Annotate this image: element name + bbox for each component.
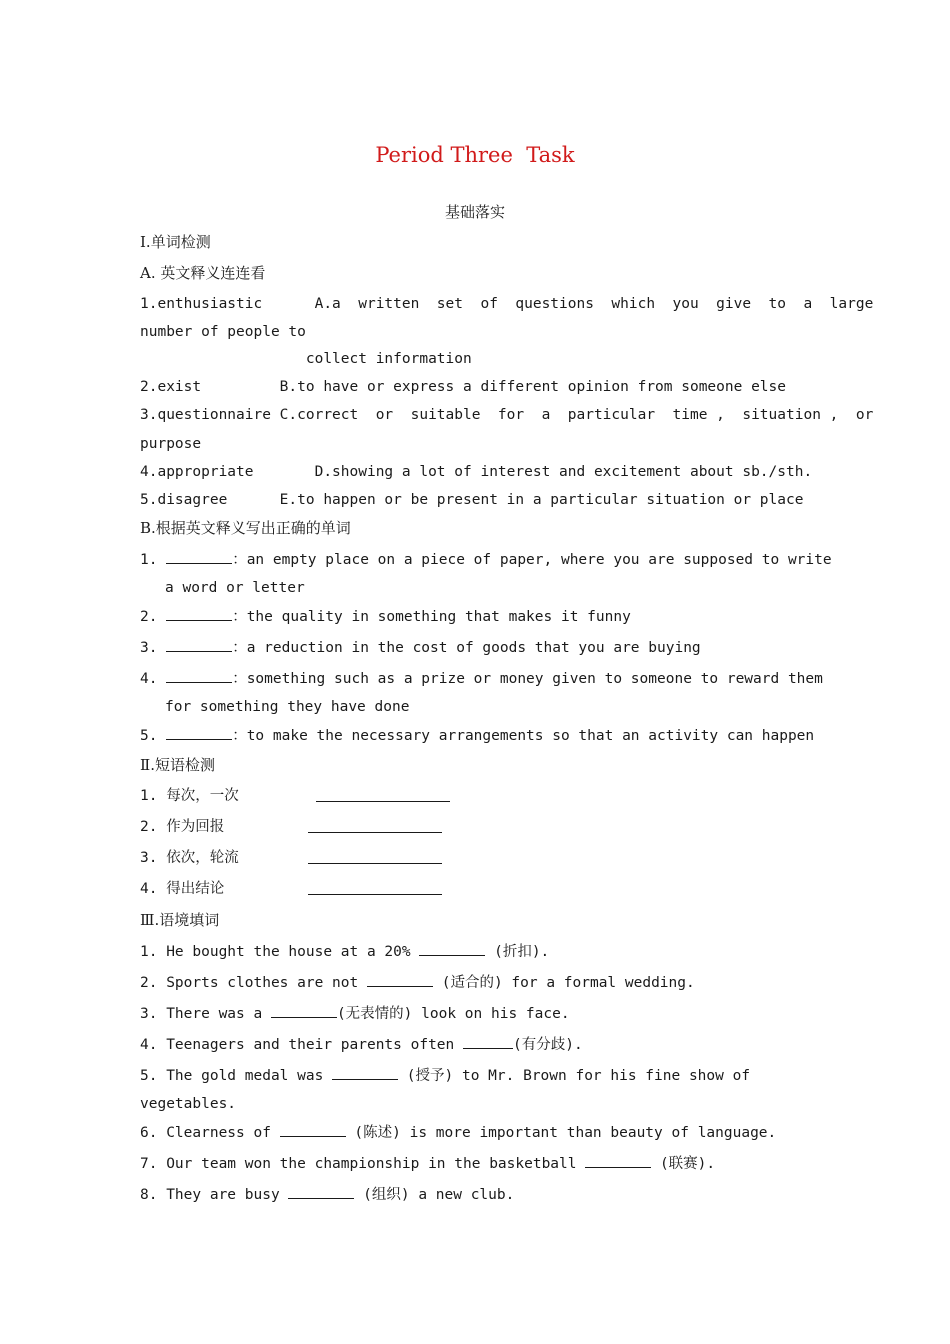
- page-title: Period Three Task: [375, 143, 575, 167]
- page-subtitle: 基础落实: [444, 203, 505, 221]
- fill-item: [140, 1153, 715, 1174]
- item-text: 5. The gold medal was: [140, 1068, 333, 1084]
- item-hint: (折扣).: [485, 944, 550, 960]
- fill-item: [140, 1003, 570, 1024]
- partA-heading: A. 英文释义连连看: [140, 264, 266, 282]
- item-hint: (组织) a new club.: [354, 1187, 515, 1203]
- answer-blank[interactable]: [463, 1034, 513, 1049]
- item-number: 1.: [140, 552, 158, 568]
- answer-blank[interactable]: [166, 725, 232, 740]
- item-hint: (无表情的) look on his face.: [336, 1006, 570, 1022]
- partA-line: 1.enthusiastic A.a written set of questions which you give to a large: [140, 296, 874, 312]
- section1-heading: Ⅰ.单词检测: [140, 233, 211, 251]
- item-hint: (授予) to Mr. Brown for his fine show of: [398, 1068, 751, 1084]
- answer-blank[interactable]: [166, 549, 232, 564]
- fill-item: [140, 941, 549, 962]
- item-text: 每次，一次: [166, 788, 239, 804]
- item-text: 得出结论: [166, 881, 225, 897]
- item-hint: (陈述) is more important than beauty of language.: [345, 1125, 777, 1141]
- phrase-item: [140, 848, 239, 868]
- answer-blank[interactable]: [271, 1003, 337, 1018]
- fill-item: [140, 972, 695, 993]
- section2-heading: Ⅱ.短语检测: [140, 756, 215, 774]
- answer-blank[interactable]: [332, 1065, 398, 1080]
- item-number: 4.: [140, 671, 158, 687]
- partA-line: 2.exist B.to have or express a different opinion from someone else: [140, 379, 787, 395]
- answer-blank[interactable]: [367, 972, 433, 987]
- partB-item: [140, 637, 701, 658]
- answer-blank[interactable]: [308, 818, 442, 833]
- item-number: 1.: [140, 788, 158, 804]
- answer-blank[interactable]: [308, 849, 442, 864]
- answer-blank[interactable]: [166, 606, 232, 621]
- answer-blank[interactable]: [316, 787, 450, 802]
- partA-line: number of people to: [140, 324, 306, 340]
- item-text: 2. Sports clothes are not: [140, 975, 367, 991]
- item-hint: (适合的) for a formal wedding.: [432, 975, 695, 991]
- answer-blank[interactable]: [166, 637, 232, 652]
- item-text: 1. He bought the house at a 20%: [140, 944, 420, 960]
- phrase-item: [140, 786, 239, 806]
- item-text: ：an empty place on a piece of paper, where you are supposed to write: [232, 552, 832, 568]
- answer-blank[interactable]: [166, 668, 232, 683]
- item-number: 2.: [140, 609, 158, 625]
- answer-blank[interactable]: [308, 880, 442, 895]
- item-number: 3.: [140, 850, 158, 866]
- partB-item-cont: for something they have done: [165, 699, 410, 715]
- fill-item: [140, 1122, 776, 1143]
- partB-heading: B.根据英文释义写出正确的单词: [140, 519, 351, 537]
- item-hint: (有分歧).: [513, 1037, 583, 1053]
- partB-item: [140, 606, 631, 627]
- partA-line: 5.disagree E.to happen or be present in a particular situation or place: [140, 492, 804, 508]
- item-hint: (联赛).: [651, 1156, 716, 1172]
- fill-item-cont: vegetables.: [140, 1096, 237, 1112]
- fill-item: [140, 1184, 514, 1205]
- answer-blank[interactable]: [585, 1153, 651, 1168]
- partB-item: [140, 549, 832, 570]
- item-text: 依次，轮流: [166, 850, 239, 866]
- item-text: ：the quality in something that makes it funny: [232, 609, 631, 625]
- item-text: 6. Clearness of: [140, 1125, 280, 1141]
- section3-heading: Ⅲ.语境填词: [140, 911, 220, 929]
- answer-blank[interactable]: [280, 1122, 346, 1137]
- partB-item: [140, 725, 814, 746]
- partA-line: purpose: [140, 436, 202, 452]
- item-text: ：a reduction in the cost of goods that you are buying: [232, 640, 701, 656]
- phrase-item: [140, 879, 224, 899]
- answer-blank[interactable]: [419, 941, 485, 956]
- item-number: 2.: [140, 819, 158, 835]
- item-text: 3. There was a: [140, 1006, 271, 1022]
- fill-item: [140, 1065, 750, 1086]
- partB-item-cont: a word or letter: [165, 580, 305, 596]
- item-number: 5.: [140, 728, 158, 744]
- partA-line: collect information: [140, 351, 472, 367]
- item-text: ：to make the necessary arrangements so that an activity can happen: [232, 728, 815, 744]
- partA-line: 3.questionnaire C.correct or suitable for a particular time , situation , or: [140, 407, 874, 423]
- partB-item: [140, 668, 823, 689]
- item-text: 作为回报: [166, 819, 225, 835]
- item-text: 4. Teenagers and their parents often: [140, 1037, 464, 1053]
- item-text: 7. Our team won the championship in the basketball: [140, 1156, 586, 1172]
- item-number: 4.: [140, 881, 158, 897]
- item-number: 3.: [140, 640, 158, 656]
- item-text: 8. They are busy: [140, 1187, 289, 1203]
- item-text: ：something such as a prize or money given to someone to reward them: [232, 671, 823, 687]
- partA-line: 4.appropriate D.showing a lot of interest and excitement about sb./sth.: [140, 464, 813, 480]
- fill-item: [140, 1034, 583, 1055]
- answer-blank[interactable]: [288, 1184, 354, 1199]
- phrase-item: [140, 817, 224, 837]
